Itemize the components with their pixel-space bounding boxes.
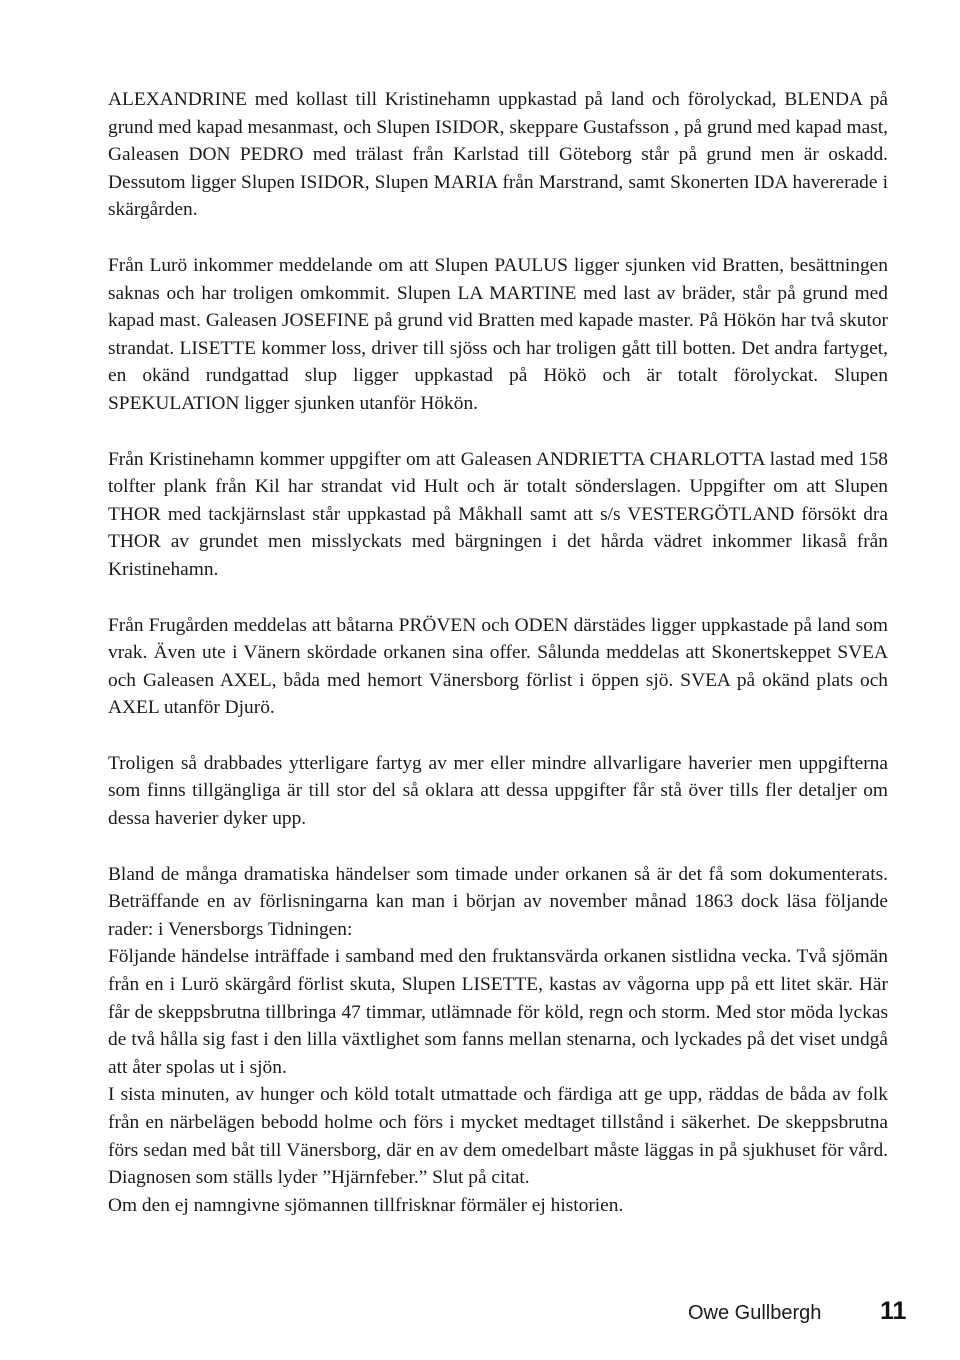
paragraph-closing: Om den ej namngivne sjömannen tillfrisknar förmäler ej historien. (108, 1194, 624, 1216)
paragraph-newspaper-quote-2: I sista minuten, av hunger och köld totalt utmattade och färdiga att ge upp, räddas de båda av folk från en närbelägen bebodd holme och förs i mycket medtaget tillstånd i säkerhet. De skeppsbrutna förs sedan med båt till Vänersborg, där en av dem omedelbart måste läggas in på sjukhuset för vård. Diagnosen som ställs lyder ”Hjärnfeber.” Slut på citat. (108, 1084, 888, 1189)
paragraph-kristinehamn-report: Från Kristinehamn kommer uppgifter om att Galeasen ANDRIETTA CHARLOTTA lastad med 158 tolfter plank från Kil har strandat vid Hult och är totalt sönderslagen. Uppgifter om att Slupen THOR med tackjärnslast står uppkastad på Måkhall samt att s/s VESTERGÖTLAND försökt dra THOR av grundet men misslyckats med bärgningen i det hårda vädret inkommer likaså från Kristinehamn. (108, 448, 888, 580)
paragraph-newspaper-quote-1: Följande händelse inträffade i samband med den fruktansvärda orkanen sistlidna vecka. Två sjömän från en i Lurö skärgård förlist skuta, Slupen LISETTE, kastas av vågorna upp på ett litet skär. Här får de skeppsbrutna tillbringa 47 timmar, utlämnade för köld, regn och storm. Med stor möda lyckas de två hålla sig fast i den lilla växtlighet som fanns mellan stenarna, och lyckades på det viset undgå att åter spolas ut i sjön. (108, 946, 888, 1078)
paragraph-luro-report: Från Lurö inkommer meddelande om att Slupen PAULUS ligger sjunken vid Bratten, besättningen saknas och har troligen omkommit. Slupen LA MARTINE med last av bräder, står på grund med kapad mast. Galeasen JOSEFINE på grund vid Bratten med kapade master. På Hökön har två skutor strandat. LISETTE kommer loss, driver till sjöss och har troligen gått till botten. Det andra fartyget, en okänd rundgattad slup ligger uppkastad på Hökö och är totalt förolyckat. Slupen SPEKULATION ligger sjunken utanför Hökön. (108, 254, 888, 414)
paragraph-further-damages: Troligen så drabbades ytterligare fartyg av mer eller mindre allvarligare haverier men uppgifterna som finns tillgängliga är till stor del så oklara att dessa uppgifter får stå över tills fler detaljer om dessa haverier dyker upp. (108, 752, 888, 830)
paragraph-shipwrecks-intro: ALEXANDRINE med kollast till Kristinehamn uppkastad på land och förolyckad, BLENDA på grund med kapad mesanmast, och Slupen ISIDOR, skeppare Gustafsson , på grund med kapad mast, Galeasen DON PEDRO med trälast från Karlstad till Göteborg står på grund men är oskadd. Dessutom ligger Slupen ISIDOR, Slupen MARIA från Marstrand, samt Skonerten IDA havererade i skärgården. (108, 89, 888, 221)
page-number: 11 (880, 1297, 907, 1325)
paragraph-frugarden-report: Från Frugården meddelas att båtarna PRÖVEN och ODEN därstädes ligger uppkastade på land som vrak. Även ute i Vänern skördade orkanen sina offer. Sålunda meddelas att Skonertskeppet SVEA och Galeasen AXEL, båda med hemort Vänersborg förlist i öppen sjö. SVEA på okänd plats och AXEL utanför Djurö. (108, 614, 888, 719)
body-text (108, 86, 888, 1219)
footer-author: Owe Gullbergh (688, 1302, 822, 1324)
paragraph-dramatic-events: Bland de många dramatiska händelser som timade under orkanen så är det få som dokumenterats. Beträffande en av förlisningarna kan man i början av november månad 1863 dock läsa följande rader: i Venersborgs Tidningen: (108, 863, 888, 940)
